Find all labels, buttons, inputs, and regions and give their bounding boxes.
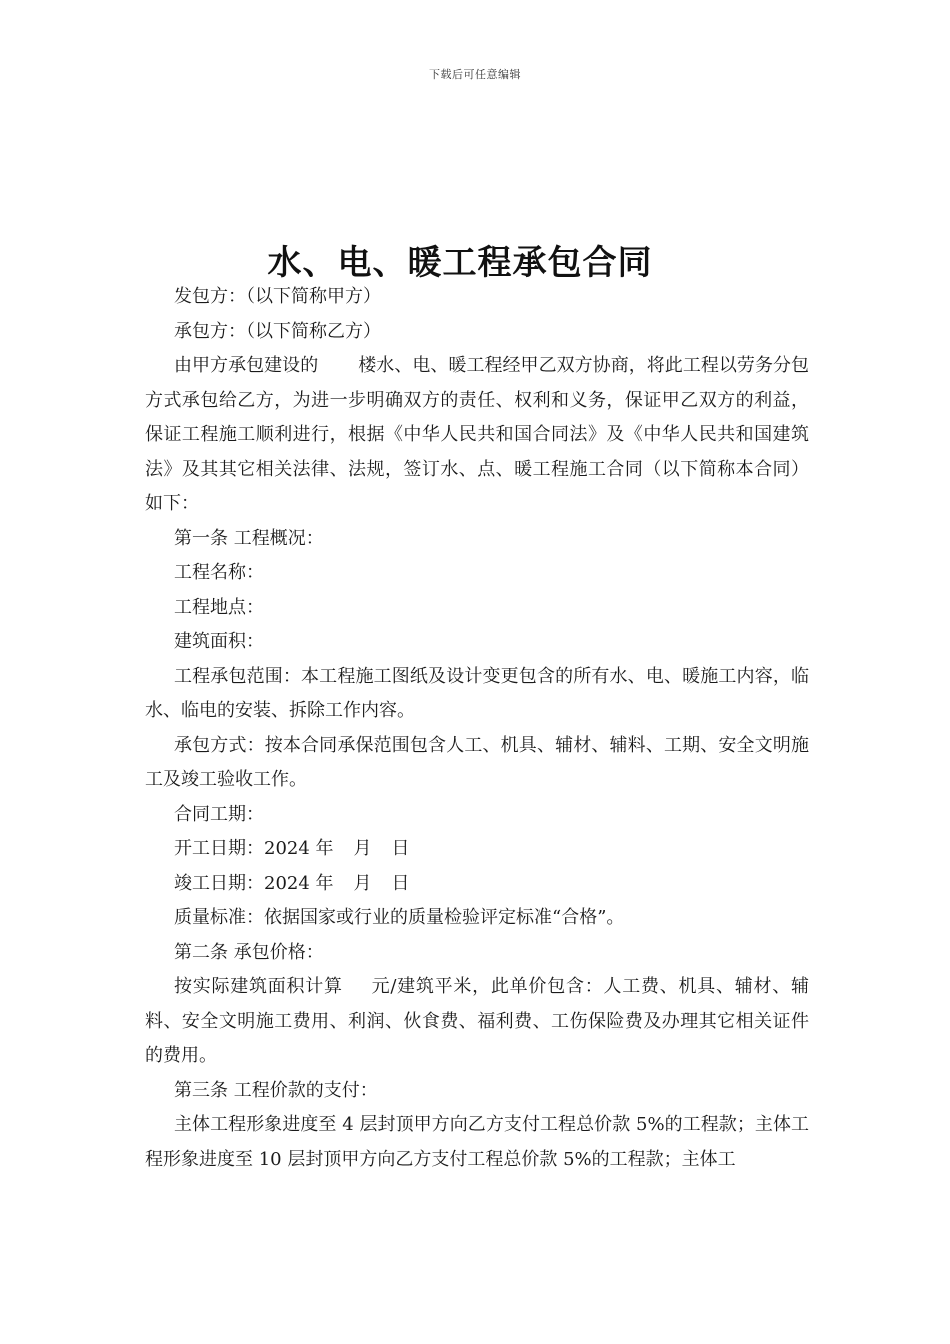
- project-location-line: 工程地点：: [174, 596, 264, 618]
- start-date-line: [145, 832, 809, 867]
- intro-paragraph: [145, 349, 809, 522]
- header-note: 下载后可任意编辑: [429, 68, 521, 81]
- intro-part-a: 由甲方承包建设的: [174, 355, 319, 376]
- start-month: 月: [353, 838, 372, 859]
- start-date-label: 开工日期：2024 年: [174, 838, 334, 859]
- end-date-label: 竣工日期：2024 年: [174, 872, 334, 894]
- contract-mode-paragraph: 承包方式：按本合同承保范围包含人工、机具、辅材、辅料、工期、安全文明施工及竣工验收工作。: [145, 734, 809, 790]
- contract-body: [145, 280, 809, 1177]
- project-name-line: 工程名称：: [174, 562, 264, 583]
- end-day: 日: [391, 872, 410, 894]
- price-part-b: 元/建筑平米，此单价包含：人工费、机具、辅材、辅料、安全文明施工费用、利润、伙食费、福利费、工伤保险费及办理其它相关证件的费用。: [145, 976, 810, 1066]
- end-month: 月: [353, 872, 372, 894]
- party-a-line: 发包方：（以下简称甲方）: [174, 286, 381, 307]
- payment-paragraph: 主体工程形象进度至 4 层封顶甲方向乙方支付工程总价款 5%的工程款；主体工程形象进度至 10 层封顶甲方向乙方支付工程总价款 5%的工程款；主体工: [145, 1114, 809, 1170]
- article-3-heading: 第三条 工程价款的支付：: [174, 1079, 378, 1101]
- price-part-a: 按实际建筑面积计算: [174, 976, 343, 997]
- price-paragraph: [145, 970, 809, 1074]
- scope-paragraph: 工程承包范围：本工程施工图纸及设计变更包含的所有水、电、暖施工内容，临水、临电的安装、拆除工作内容。: [145, 665, 809, 721]
- article-2-heading: 第二条 承包价格：: [174, 941, 324, 963]
- end-date-line: [145, 867, 809, 902]
- party-b-line: 承包方：（以下简称乙方）: [174, 320, 381, 342]
- building-area-line: 建筑面积：: [174, 631, 264, 652]
- quality-standard-line: 质量标准：依据国家或行业的质量检验评定标准“合格”。: [174, 907, 625, 928]
- contract-title: 水、电、暖工程承包合同: [267, 243, 653, 283]
- article-1-heading: 第一条 工程概况：: [174, 527, 324, 549]
- start-day: 日: [391, 838, 410, 859]
- contract-period-line: 合同工期：: [174, 803, 264, 825]
- intro-part-b: 楼水、电、暖工程经甲乙双方协商，将此工程以劳务分包方式承包给乙方，为进一步明确双方的责任、权利和义务，保证甲乙双方的利益，保证工程施工顺利进行，根据《中华人民共和国合同法》及《中华人民共和国建筑法》及其其它相关法律、法规，签订水、点、暖工程施工合同（以下简称本合同）如下：: [145, 355, 810, 514]
